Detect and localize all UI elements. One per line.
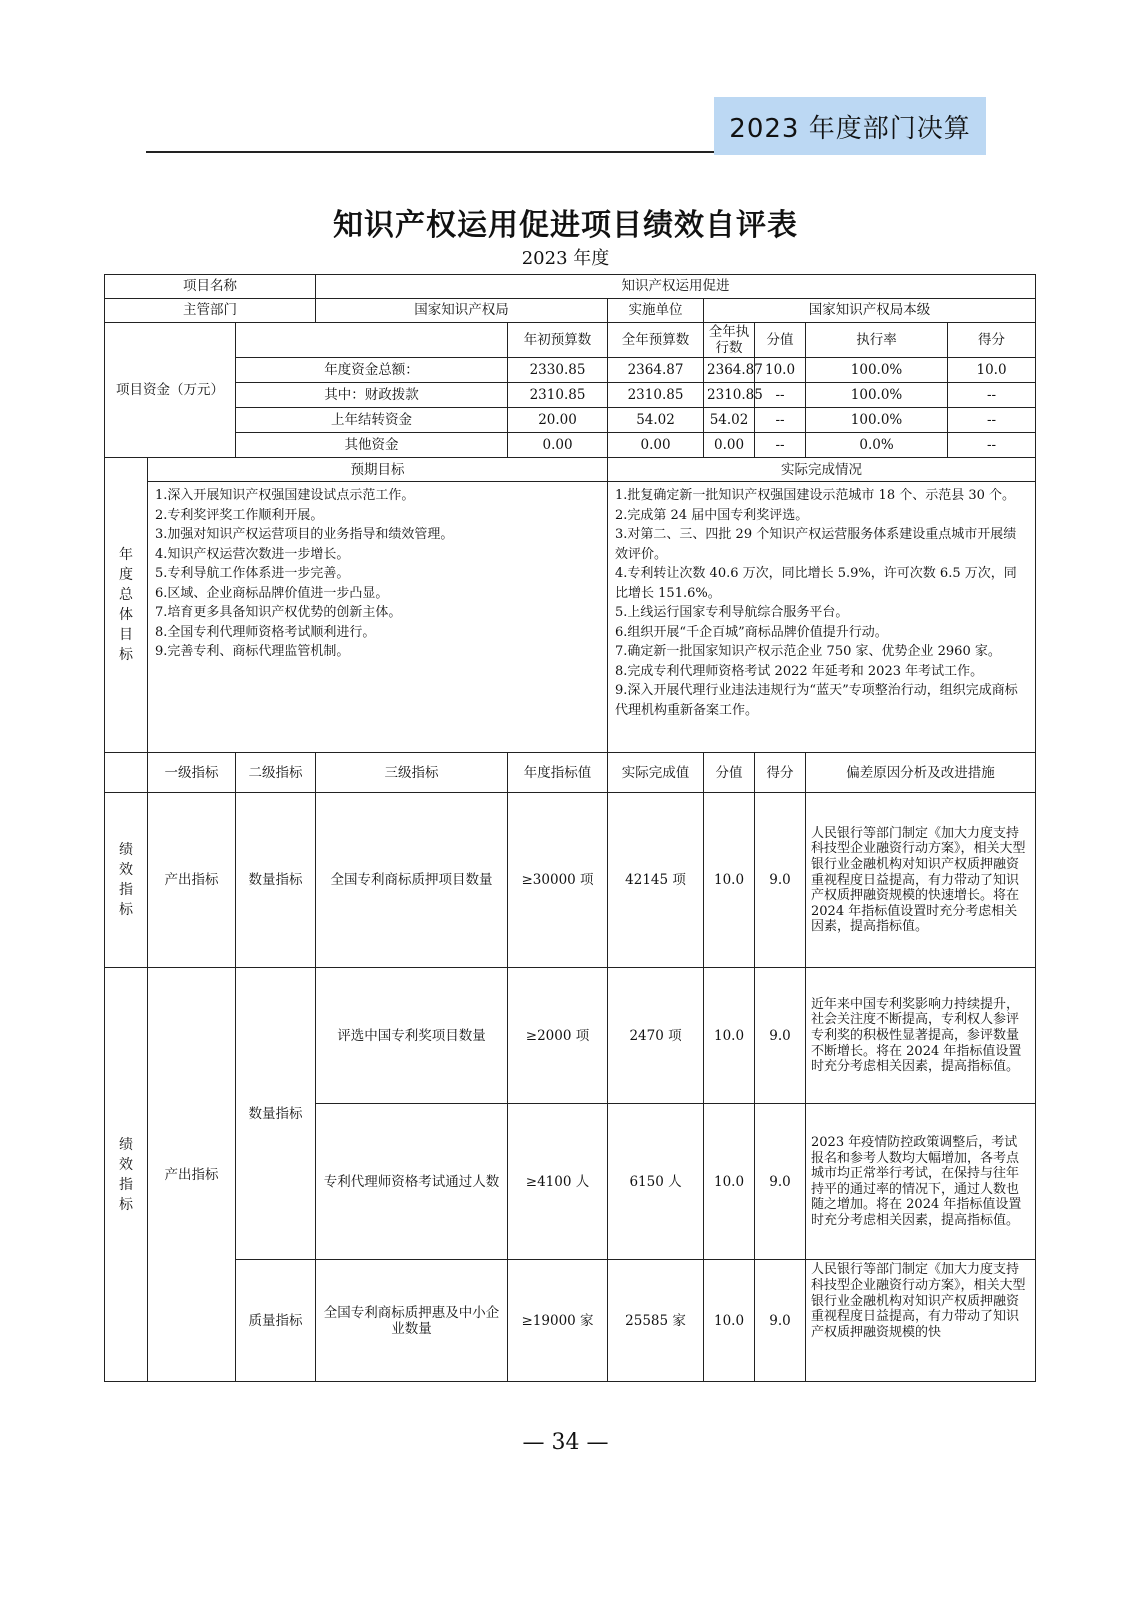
actual-goal-item: 1.批复确定新一批知识产权强国建设示范城市 18 个、示范县 30 个。 (615, 488, 1016, 504)
funds-cell: 2364.87 (608, 358, 704, 383)
indicator-got: 9.0 (755, 968, 806, 1104)
actual-goal-item: 3.对第二、三、四批 29 个知识产权运营服务体系建设重点城市开展绩效评价。 (615, 527, 1017, 562)
funds-cell: 100.0% (806, 358, 948, 383)
indicator-score: 10.0 (704, 1104, 755, 1260)
actual-goal-item: 5.上线运行国家专利导航综合服务平台。 (615, 605, 849, 621)
funds-header: 得分 (948, 323, 1036, 358)
project-name-value: 知识产权运用促进 (316, 275, 1036, 299)
unit-label: 实施单位 (608, 299, 704, 323)
funds-label: 项目资金（万元） (105, 323, 236, 458)
funds-row-name: 年度资金总额： (236, 358, 508, 383)
expected-goal-item: 7.培育更多具备知识产权优势的创新主体。 (155, 605, 402, 621)
expected-goal-item: 6.区域、企业商标品牌价值进一步凸显。 (155, 585, 389, 601)
section-label: 绩效指标 (105, 793, 148, 968)
actual-goal-item: 8.完成专利代理师资格考试 2022 年延考和 2023 年考试工作。 (615, 663, 984, 679)
funds-cell: -- (755, 383, 806, 408)
funds-header-row (105, 323, 1036, 358)
funds-cell: 0.0% (806, 433, 948, 458)
indicator-actual: 25585 家 (608, 1260, 704, 1382)
report-banner: 2023 年度部门决算 (714, 97, 986, 155)
indicator-actual: 42145 项 (608, 793, 704, 968)
funds-cell: -- (755, 433, 806, 458)
page-title: 知识产权运用促进项目绩效自评表 (333, 208, 798, 243)
expected-goals-header: 预期目标 (148, 458, 608, 482)
indicator-row (105, 968, 1036, 1104)
actual-goal-item: 7.确定新一批国家知识产权示范企业 750 家、优势企业 2960 家。 (615, 644, 1001, 660)
indicator-score: 10.0 (704, 968, 755, 1104)
indicator-header: 分值 (704, 753, 755, 793)
header-rule (146, 151, 714, 153)
funds-row (105, 383, 1036, 408)
indicator-target: ≥19000 家 (508, 1260, 608, 1382)
self-evaluation-table (104, 274, 1036, 1382)
expected-goal-item: 4.知识产权运营次数进一步增长。 (155, 546, 350, 562)
funds-header: 全年执行数 (704, 323, 755, 358)
indicator-target: ≥4100 人 (508, 1104, 608, 1260)
funds-cell: 2330.85 (508, 358, 608, 383)
indicator-header: 年度指标值 (508, 753, 608, 793)
indicator-row (105, 1260, 1036, 1382)
funds-row (105, 408, 1036, 433)
indicator-header: 二级指标 (236, 753, 316, 793)
expected-goal-item: 2.专利奖评奖工作顺利开展。 (155, 507, 324, 523)
project-name-row (105, 275, 1036, 299)
expected-goal-item: 3.加强对知识产权运营项目的业务指导和绩效管理。 (155, 527, 454, 543)
funds-cell: -- (948, 408, 1036, 433)
funds-cell: -- (755, 408, 806, 433)
funds-cell: 10.0 (948, 358, 1036, 383)
indicator-note: 2023 年疫情防控政策调整后，考试报名和参考人数均大幅增加，各考点城市均正常举行考试，在保持与往年持平的通过率的情况下，通过人数也随之增加。将在 2024 年指标值设置时充分考虑相关因素，提高指标值。 (806, 1104, 1036, 1260)
goals-side-label: 年度总体目标 (105, 458, 148, 753)
indicator-l2: 数量指标 (236, 793, 316, 968)
indicator-actual: 2470 项 (608, 968, 704, 1104)
indicator-actual: 6150 人 (608, 1104, 704, 1260)
actual-goal-item: 9.深入开展代理行业违法违规行为“蓝天”专项整治行动，组织完成商标代理机构重新备案工作。 (615, 683, 1018, 718)
expected-goal-item: 5.专利导航工作体系进一步完善。 (155, 566, 350, 582)
funds-header: 执行率 (806, 323, 948, 358)
indicators-header-row (105, 753, 1036, 793)
expected-goal-item: 9.完善专利、商标代理监管机制。 (155, 644, 350, 660)
dept-row (105, 299, 1036, 323)
indicator-header: 得分 (755, 753, 806, 793)
section-label: 绩效指标 (105, 968, 148, 1382)
actual-goal-item: 2.完成第 24 届中国专利奖评选。 (615, 507, 809, 523)
actual-goal-item: 4.专利转让次数 40.6 万次，同比增长 5.9%，许可次数 6.5 万次，同比增长 151.6%。 (615, 566, 1017, 601)
indicator-header: 实际完成值 (608, 753, 704, 793)
indicator-target: ≥2000 项 (508, 968, 608, 1104)
actual-goal-item: 6.组织开展“千企百城”商标品牌价值提升行动。 (615, 624, 888, 640)
funds-cell: 2310.85 (704, 383, 755, 408)
indicator-got: 9.0 (755, 1104, 806, 1260)
funds-cell: 0.00 (704, 433, 755, 458)
funds-row-name: 其他资金 (236, 433, 508, 458)
indicator-note: 人民银行等部门制定《加大力度支持科技型企业融资行动方案》，相关大型银行业金融机构对知识产权质押融资重视程度日益提高，有力带动了知识产权质押融资规模的快速增长。将在 2024 年指标值设置时充分考虑相关因素，提高指标值。 (806, 793, 1036, 968)
funds-cell: 10.0 (755, 358, 806, 383)
funds-cell: -- (948, 383, 1036, 408)
dept-label: 主管部门 (105, 299, 316, 323)
indicator-header: 三级指标 (316, 753, 508, 793)
year-subtitle: 2023 年度 (521, 248, 610, 269)
indicator-l1: 产出指标 (148, 793, 236, 968)
indicator-target: ≥30000 项 (508, 793, 608, 968)
funds-cell: 2310.85 (508, 383, 608, 408)
funds-header: 年初预算数 (508, 323, 608, 358)
page-number: — 34 — (522, 1430, 609, 1455)
funds-cell: 20.00 (508, 408, 608, 433)
expected-goal-item: 1.深入开展知识产权强国建设试点示范工作。 (155, 488, 415, 504)
funds-cell: 54.02 (704, 408, 755, 433)
goals-header-row (105, 458, 1036, 482)
indicator-got: 9.0 (755, 1260, 806, 1382)
funds-cell: -- (948, 433, 1036, 458)
funds-row (105, 358, 1036, 383)
actual-goals-header: 实际完成情况 (608, 458, 1036, 482)
dept-value: 国家知识产权局 (316, 299, 608, 323)
funds-cell: 100.0% (806, 408, 948, 433)
indicator-l1: 产出指标 (148, 968, 236, 1382)
expected-goals (148, 482, 608, 753)
indicator-l3: 全国专利商标质押项目数量 (316, 793, 508, 968)
funds-cell: 54.02 (608, 408, 704, 433)
funds-cell: 0.00 (508, 433, 608, 458)
funds-cell: 2364.87 (704, 358, 755, 383)
indicator-note: 人民银行等部门制定《加大力度支持科技型企业融资行动方案》，相关大型银行业金融机构对知识产权质押融资重视程度日益提高，有力带动了知识产权质押融资规模的快 (806, 1260, 1036, 1382)
unit-value: 国家知识产权局本级 (704, 299, 1036, 323)
funds-row-name: 上年结转资金 (236, 408, 508, 433)
indicator-l2: 质量指标 (236, 1260, 316, 1382)
indicator-header: 一级指标 (148, 753, 236, 793)
indicator-score: 10.0 (704, 793, 755, 968)
indicator-row (105, 793, 1036, 968)
indicator-l2: 数量指标 (236, 968, 316, 1260)
indicator-score: 10.0 (704, 1260, 755, 1382)
goals-body-row (105, 482, 1036, 753)
project-name-label: 项目名称 (105, 275, 316, 299)
funds-cell: 2310.85 (608, 383, 704, 408)
funds-cell: 100.0% (806, 383, 948, 408)
indicator-l3: 专利代理师资格考试通过人数 (316, 1104, 508, 1260)
funds-row (105, 433, 1036, 458)
funds-row-name: 其中：财政拨款 (236, 383, 508, 408)
indicator-header: 偏差原因分析及改进措施 (806, 753, 1036, 793)
indicator-l3: 评选中国专利奖项目数量 (316, 968, 508, 1104)
funds-cell: 0.00 (608, 433, 704, 458)
expected-goal-item: 8.全国专利代理师资格考试顺利进行。 (155, 624, 376, 640)
indicator-got: 9.0 (755, 793, 806, 968)
actual-goals (608, 482, 1036, 753)
funds-header: 全年预算数 (608, 323, 704, 358)
indicator-note: 近年来中国专利奖影响力持续提升，社会关注度不断提高，专利权人参评专利奖的积极性显著提高，参评数量不断增长。将在 2024 年指标值设置时充分考虑相关因素，提高指标值。 (806, 968, 1036, 1104)
indicator-l3: 全国专利商标质押惠及中小企业数量 (316, 1260, 508, 1382)
funds-header: 分值 (755, 323, 806, 358)
